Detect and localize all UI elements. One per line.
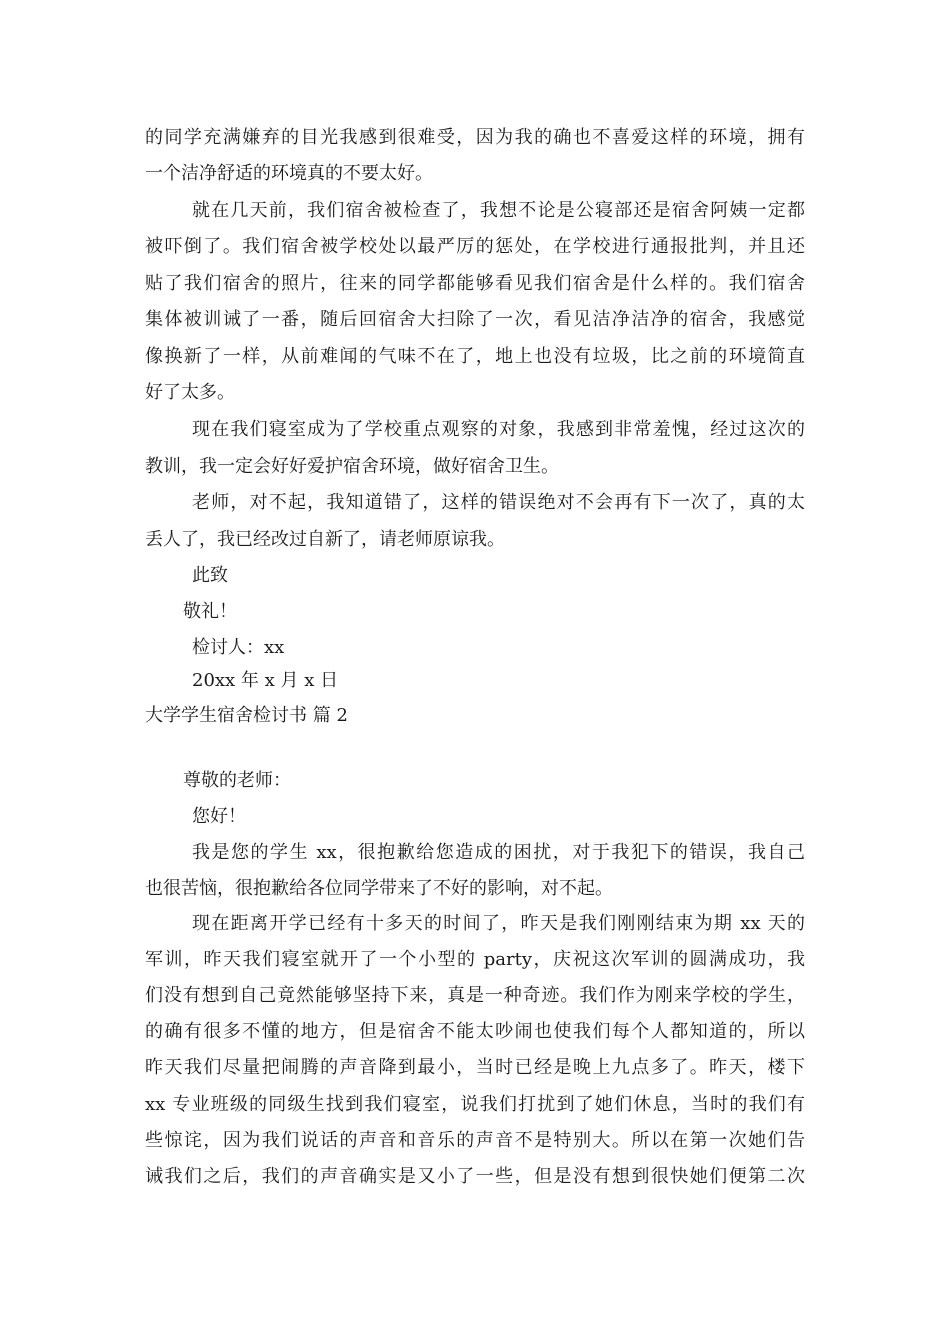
paragraph-line: 老师，对不起，我知道错了，这样的错误绝对不会再有下一次了，真的太	[192, 492, 805, 513]
paragraph-line: 我是您的学生 xx，很抱歉给您造成的困扰，对于我犯下的错误，我自己	[192, 842, 805, 863]
paragraph-line: 的同学充满嫌弃的目光我感到很难受，因为我的确也不喜爱这样的环境，拥有	[145, 127, 805, 148]
paragraph-line: 诫我们之后，我们的声音确实是又小了一些，但是没有想到很快她们便第二次	[145, 1166, 805, 1187]
greeting-hello: 您好！	[192, 806, 246, 827]
paragraph-line: 昨天我们尽量把闹腾的声音降到最小，当时已经是晚上九点多了。昨天，楼下	[145, 1057, 805, 1078]
closing-salutation: 此致	[192, 565, 228, 586]
paragraph-line: xx 专业班级的同级生找到我们寝室，说我们打扰到了她们休息，当时的我们有	[145, 1094, 805, 1115]
paragraph-line: 的确有很多不懂的地方，但是宿舍不能太吵闹也使我们每个人都知道的，所以	[145, 1021, 805, 1042]
paragraph-line: 们没有想到自己竟然能够坚持下来，真是一种奇迹。我们作为刚来学校的学生，	[145, 985, 805, 1006]
paragraph-line: 贴了我们宿舍的照片，往来的同学都能够看见我们宿舍是什么样的。我们宿舍	[145, 273, 805, 294]
section-title: 大学学生宿舍检讨书 篇 2	[145, 705, 348, 726]
signature-name: 检讨人：xx	[192, 637, 285, 658]
signature-date: 20xx 年 x 月 x 日	[192, 670, 339, 691]
closing-regards: 敬礼！	[183, 601, 237, 622]
paragraph-line: 被吓倒了。我们宿舍被学校处以最严厉的惩处，在学校进行通报批判，并且还	[145, 236, 805, 257]
paragraph-line: 也很苦恼，很抱歉给各位同学带来了不好的影响，对不起。	[145, 878, 613, 899]
paragraph-line: 好了太多。	[145, 382, 235, 403]
paragraph-line: 就在几天前，我们宿舍被检查了，我想不论是公寝部还是宿舍阿姨一定都	[192, 200, 805, 221]
paragraph-line: 集体被训诫了一番，随后回宿舍大扫除了一次，看见洁净洁净的宿舍，我感觉	[145, 309, 805, 330]
greeting: 尊敬的老师：	[183, 770, 291, 791]
paragraph-line: 一个洁净舒适的环境真的不要太好。	[145, 163, 433, 184]
paragraph-line: 现在距离开学已经有十多天的时间了，昨天是我们刚刚结束为期 xx 天的	[192, 913, 805, 934]
paragraph-line: 现在我们寝室成为了学校重点观察的对象，我感到非常羞愧，经过这次的	[192, 419, 805, 440]
paragraph-line: 丢人了，我已经改过自新了，请老师原谅我。	[145, 529, 505, 550]
paragraph-line: 军训，昨天我们寝室就开了一个小型的 party，庆祝这次军训的圆满成功，我	[145, 949, 805, 970]
paragraph-line: 教训，我一定会好好爱护宿舍环境，做好宿舍卫生。	[145, 456, 559, 477]
paragraph-line: 像换新了一样，从前难闻的气味不在了，地上也没有垃圾，比之前的环境简直	[145, 346, 805, 367]
paragraph-line: 些惊诧，因为我们说话的声音和音乐的声音不是特别大。所以在第一次她们告	[145, 1130, 805, 1151]
